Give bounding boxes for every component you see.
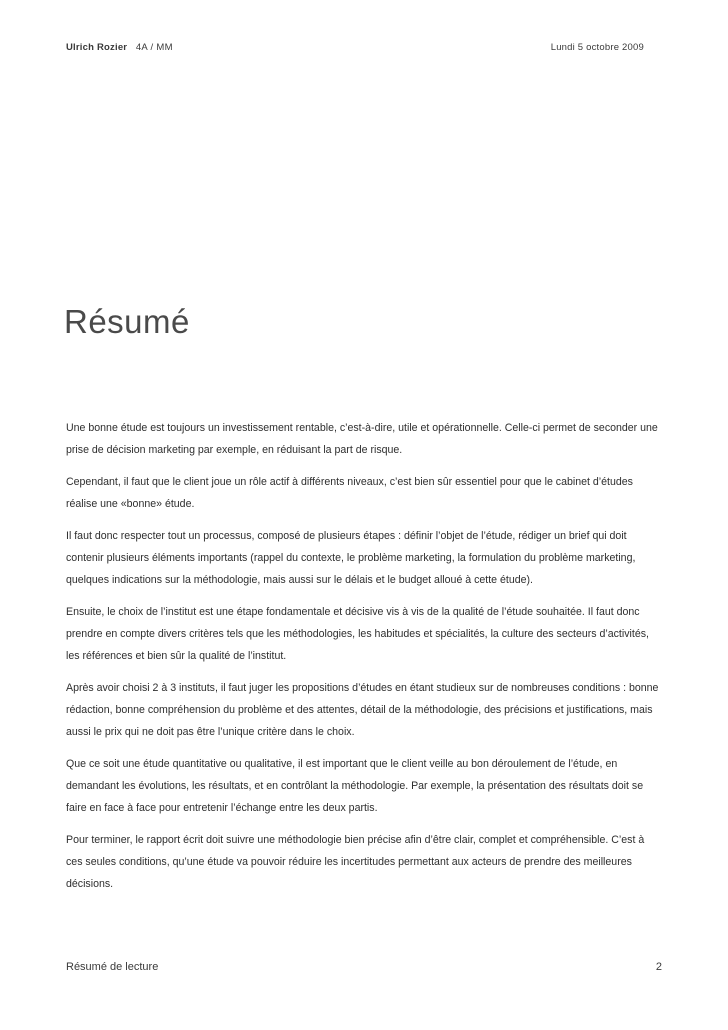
page-number: 2 bbox=[655, 961, 662, 973]
paragraph: Après avoir choisi 2 à 3 instituts, il faut juger les propositions d’études en étant studieux sur de nombreuses conditions : bonne rédaction, bonne compréhension du problème et des attentes, détail de la méthodologie, des précisions et justifications, mais aussi le prix qui ne doit pas être l’unique critère dans le choix. bbox=[66, 682, 659, 738]
paragraph: Cependant, il faut que le client joue un rôle actif à différents niveaux, c’est bien sûr essentiel pour que le cabinet d’études réalise une «bonne» étude. bbox=[66, 476, 633, 510]
paragraph: Il faut donc respecter tout un processus, composé de plusieurs étapes : définir l’objet de l’étude, rédiger un brief qui doit contenir plusieurs éléments importants (rappel du contexte, le problème marketing, la formulation du problème marketing, quelques indications sur la méthodologie, mais aussi sur le délais et le budget alloué à cette étude). bbox=[66, 530, 636, 586]
page-footer bbox=[66, 961, 662, 977]
footer-label: Résumé de lecture bbox=[66, 961, 159, 973]
header-author: Ulrich Rozier bbox=[66, 42, 128, 53]
header-class: 4A / MM bbox=[135, 42, 173, 53]
header-date: Lundi 5 octobre 2009 bbox=[550, 42, 644, 53]
paragraph: Que ce soit une étude quantitative ou qualitative, il est important que le client veille au bon déroulement de l’étude, en demandant les évolutions, les résultats, et en contrôlant la méthodologie. Par exemple, la présentation des résultats doit se faire en face à face pour entretenir l’échange entre les deux partis. bbox=[66, 758, 644, 814]
paragraph: Une bonne étude est toujours un investissement rentable, c’est-à-dire, utile et opérationnelle. Celle-ci permet de seconder une prise de décision marketing par exemple, en réduisant la part de risque. bbox=[66, 422, 658, 456]
paragraph: Ensuite, le choix de l’institut est une étape fondamentale et décisive vis à vis de la qualité de l’étude souhaitée. Il faut donc prendre en compte divers critères tels que les méthodologies, les habitudes et spécialités, la culture des secteurs d’activités, les références et bien sûr la qualité de l’institut. bbox=[66, 606, 649, 662]
page-header bbox=[66, 42, 644, 56]
page-title: Résumé bbox=[64, 303, 190, 340]
paragraph: Pour terminer, le rapport écrit doit suivre une méthodologie bien précise afin d’être clair, complet et compréhensible. C’est à ces seules conditions, qu’une étude va pouvoir réduire les incertitudes permettant aux acteurs de prendre des meilleures décisions. bbox=[66, 834, 645, 890]
document-body bbox=[66, 417, 663, 905]
